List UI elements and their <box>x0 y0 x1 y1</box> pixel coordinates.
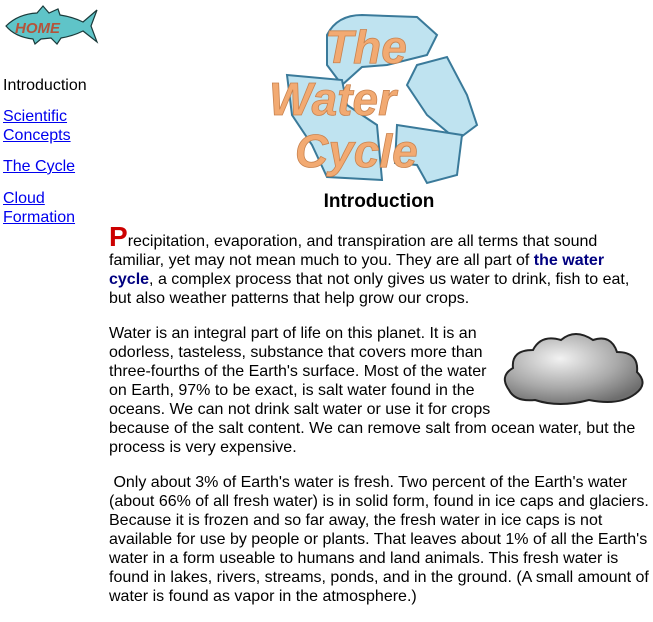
intro-paragraph: Precipitation, evaporation, and transpiration are all terms that sound familiar, yet may not mean much to you. They are all part of the water cycle, a complex process that not only gives us water to drink, fish to eat, but also weather patterns that help grow our crops. <box>109 221 630 307</box>
water-paragraph: Water is an integral part of life on this planet. It is an odorless, tasteless, substance that covers more than three-fourths of the Earth's surface. Most of the water on Earth, 97% to be exact, is salt water found in the oceans. We can not drink salt water or use it for crops because of the salt content. We can remove salt from ocean water, but the process is very expensive. <box>109 324 649 457</box>
nav-scientific-concepts[interactable]: Scientific Concepts <box>3 108 71 144</box>
svg-text:The: The <box>325 21 407 73</box>
sidebar-nav <box>3 0 103 227</box>
water-cycle-logo <box>267 5 487 187</box>
nav-introduction: Introduction <box>3 77 87 94</box>
home-fish-logo[interactable] <box>3 4 99 46</box>
water-cycle-emphasis: the water cycle <box>109 252 605 288</box>
nav-cloud-formation[interactable]: Cloud Formation <box>3 190 76 226</box>
svg-text:Cycle: Cycle <box>295 125 418 177</box>
page-heading: Introduction <box>323 191 435 212</box>
svg-text:HOME: HOME <box>15 20 60 37</box>
svg-text:Water: Water <box>269 73 396 125</box>
cloud-image <box>499 328 649 410</box>
drop-cap: P <box>109 221 128 252</box>
fresh-water-paragraph: Only about 3% of Earth's water is fresh. Two percent of the Earth's water (about 66% of all fresh water) is in solid form, found in ice caps and glaciers. Because it is frozen and so far away, the fresh water in ice caps is not available for use by people or plants. That leaves about 1% of all the Earth's water in a form useable to humans and land animals. This fresh water is found in lakes, rivers, streams, ponds, and in the ground. (A small amount of water is found as vapor in the atmosphere.) <box>109 474 649 605</box>
nav-the-cycle[interactable]: The Cycle <box>3 158 76 175</box>
main-content <box>109 0 649 622</box>
